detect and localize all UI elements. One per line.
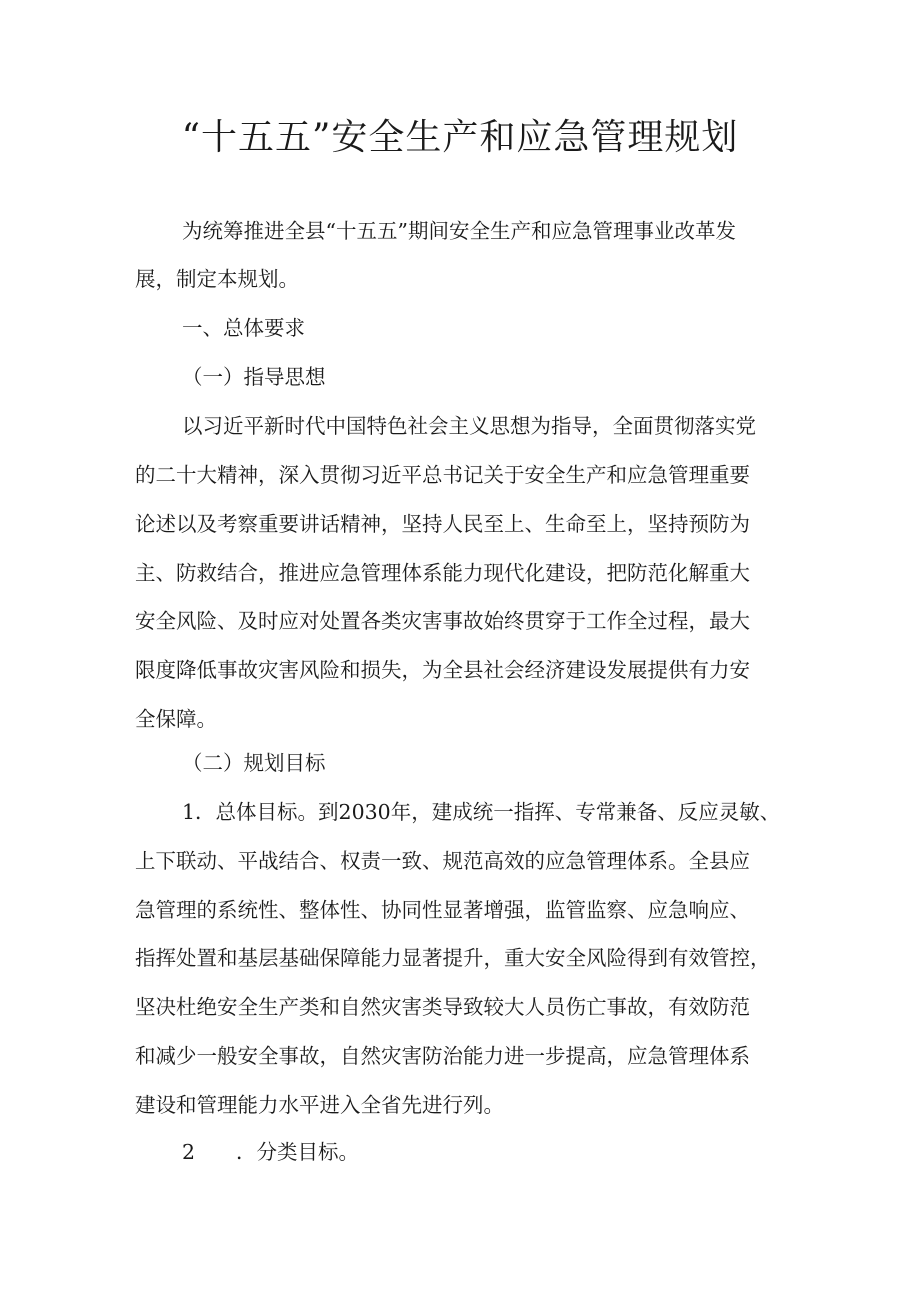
paragraph-line: 2 ．分类目标。 (182, 1140, 360, 1164)
subsection-heading: （二）规划目标 (182, 751, 326, 775)
paragraph-line: 坚决杜绝安全生产类和自然灾害类导致较大人员伤亡事故，有效防范 (135, 995, 750, 1019)
paragraph-line: 论述以及考察重要讲话精神，坚持人民至上、生命至上，坚持预防为 (135, 512, 750, 536)
document-title: “十五五”安全生产和应急管理规划 (181, 117, 739, 158)
paragraph-line: 主、防救结合，推进应急管理体系能力现代化建设，把防范化解重大 (135, 561, 750, 585)
paragraph-line: 上下联动、平战结合、权责一致、规范高效的应急管理体系。全县应 (135, 849, 750, 873)
paragraph-line: 急管理的系统性、整体性、协同性显著增强，监管监察、应急响应、 (135, 898, 750, 922)
paragraph-line: 建设和管理能力水平进入全省先进行列。 (135, 1093, 504, 1117)
section-heading: 一、总体要求 (182, 316, 305, 340)
paragraph-line: 安全风险、及时应对处置各类灾害事故始终贯穿于工作全过程，最大 (135, 609, 750, 633)
subsection-heading: （一）指导思想 (182, 365, 326, 389)
paragraph-line: 指挥处置和基层基础保障能力显著提升，重大安全风险得到有效管控， (135, 946, 771, 970)
paragraph-line: 为统筹推进全县“十五五”期间安全生产和应急管理事业改革发 (182, 219, 736, 243)
paragraph-line: 限度降低事故灾害风险和损失，为全县社会经济建设发展提供有力安 (135, 658, 750, 682)
paragraph-line: 1．总体目标。到2030年，建成统一指挥、专常兼备、反应灵敏、 (182, 800, 781, 824)
paragraph-line: 展，制定本规划。 (135, 267, 299, 291)
paragraph-line: 以习近平新时代中国特色社会主义思想为指导，全面贯彻落实党 (182, 414, 756, 438)
paragraph-line: 和减少一般安全事故，自然灾害防治能力进一步提高，应急管理体系 (135, 1044, 750, 1068)
paragraph-line: 的二十大精神，深入贯彻习近平总书记关于安全生产和应急管理重要 (135, 463, 750, 487)
paragraph-line: 全保障。 (135, 707, 217, 731)
